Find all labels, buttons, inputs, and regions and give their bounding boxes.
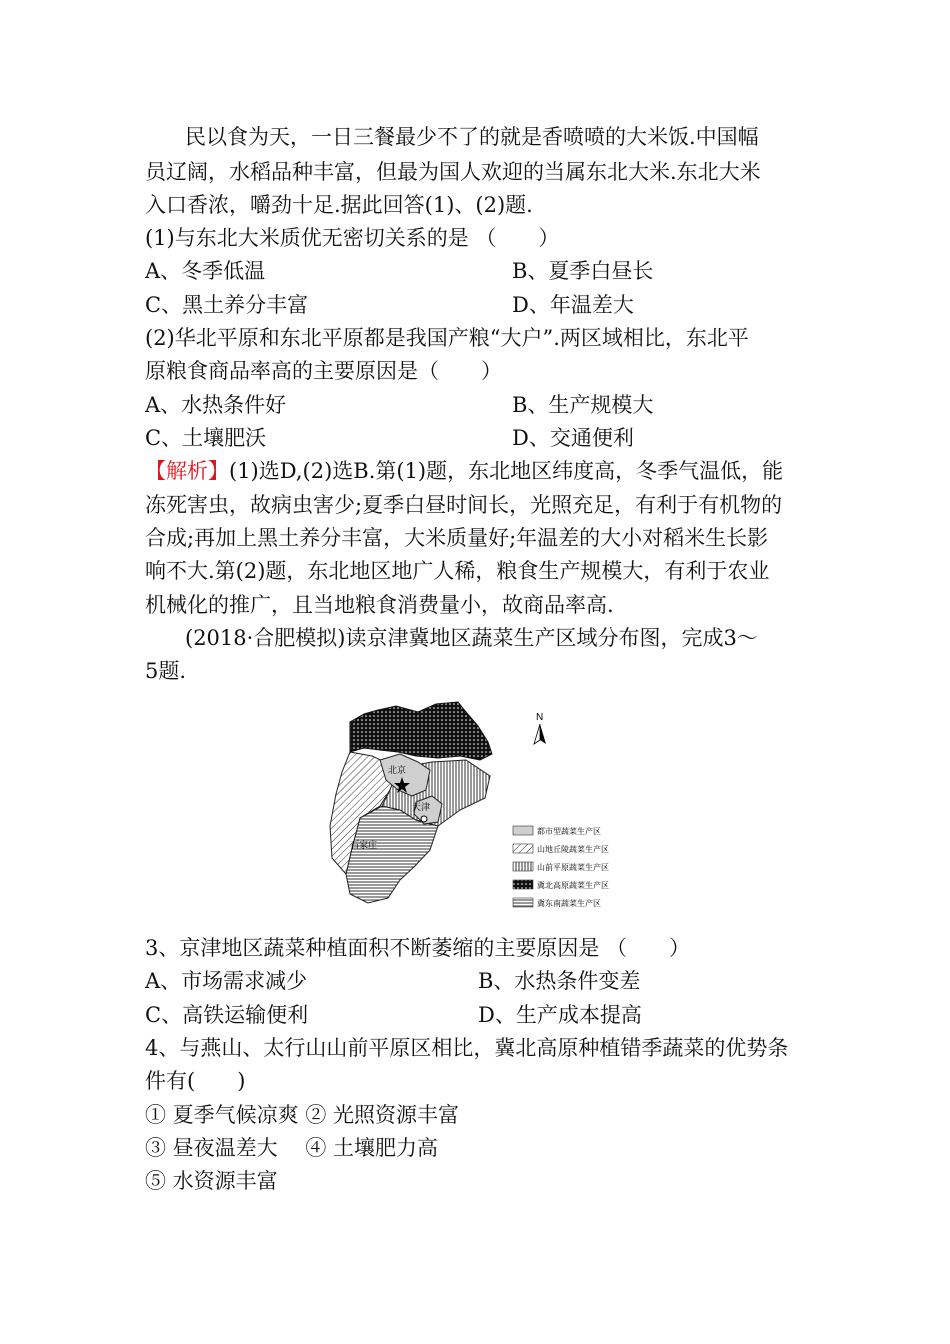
- q3-stem: 3、京津地区蔬菜种植面积不断萎缩的主要原因是 （ ）: [145, 936, 691, 960]
- tianjin-city-icon: [421, 816, 427, 822]
- map-legend: [513, 826, 609, 908]
- map-label-shijiazhuang: 石家庄: [350, 840, 378, 850]
- intro2-line-1: (2018·合肥模拟)读京津冀地区蔬菜生产区域分布图，完成3～: [185, 626, 758, 650]
- analysis-line-2: 冻死害虫，故病虫害少;夏季白昼时间长，光照充足，有利于有机物的: [145, 493, 783, 517]
- q3-row-1: [145, 966, 641, 996]
- legend-item-hill: 山地丘陵蔬菜生产区: [537, 845, 609, 854]
- legend-item-urban: 都市型蔬菜生产区: [537, 827, 601, 836]
- q1-row-1: [145, 256, 654, 286]
- q4-items-1-2: ① 夏季气候凉爽 ② 光照资源丰富: [145, 1103, 460, 1127]
- map-region-plateau: [350, 702, 492, 760]
- q1-option-a: A、冬季低温: [145, 259, 266, 283]
- legend-item-piedmont: 山前平原蔬菜生产区: [537, 863, 609, 872]
- intro-line-2: 员辽阔，水稻品种丰富，但最为国人欢迎的当属东北大米.东北大米: [145, 160, 761, 184]
- q2-stem-2: 原粮食商品率高的主要原因是（ ）: [145, 359, 502, 383]
- q1-stem: (1)与东北大米质优无密切关系的是 （ ）: [145, 226, 560, 250]
- q3-row-2: [145, 1000, 642, 1030]
- analysis-tag: 【解析】: [145, 459, 229, 483]
- analysis-line-4: 响不大.第(2)题，东北地区地广人稀，粮食生产规模大，有利于农业: [145, 559, 770, 583]
- intro2-line-2: 5题.: [145, 659, 187, 683]
- q2-stem-1: (2)华北平原和东北平原都是我国产粮“大户”.两区域相比，东北平: [145, 326, 749, 350]
- q3-option-d: D、生产成本提高: [478, 1003, 642, 1027]
- q2-option-c: C、土壤肥沃: [145, 426, 267, 450]
- intro-line-1: 民以食为天，一日三餐最少不了的就是香喷喷的大米饭.中国幅: [185, 125, 759, 149]
- analysis-line-1: [145, 456, 783, 486]
- legend-item-southeast: 冀东南蔬菜生产区: [537, 899, 601, 908]
- q2-row-2: [145, 423, 634, 453]
- q2-row-1: [145, 390, 654, 420]
- q3-option-c: C、高铁运输便利: [145, 1003, 309, 1027]
- q2-option-b: B、生产规模大: [512, 393, 654, 417]
- analysis-line-5: 机械化的推广，且当地粮食消费量小，故商品率高.: [145, 593, 614, 617]
- north-arrow-icon: [534, 724, 546, 744]
- q3-option-a: A、市场需求减少: [145, 969, 308, 993]
- intro-line-3: 入口香浓，嚼劲十足.据此回答(1)、(2)题.: [145, 193, 533, 217]
- q4-stem-1: 4、与燕山、太行山山前平原区相比，冀北高原种植错季蔬菜的优势条: [145, 1036, 789, 1060]
- q1-option-c: C、黑土养分丰富: [145, 293, 309, 317]
- q1-option-b: B、夏季白昼长: [512, 259, 654, 283]
- q4-item-5: ⑤ 水资源丰富: [145, 1169, 278, 1193]
- vegetable-region-map: [320, 698, 640, 918]
- q3-option-b: B、水热条件变差: [478, 969, 641, 993]
- q2-option-d: D、交通便利: [512, 426, 634, 450]
- q4-items-3-4: ③ 昼夜温差大 ④ 土壤肥力高: [145, 1136, 439, 1160]
- analysis-line-3: 合成;再加上黑土养分丰富，大米质量好;年温差的大小对稻米生长影: [145, 526, 769, 550]
- q4-stem-2: 件有( ): [145, 1069, 246, 1093]
- q2-option-a: A、水热条件好: [145, 393, 287, 417]
- map-label-beijing: 北京: [388, 765, 407, 775]
- analysis-text-1: (1)选D,(2)选B.第(1)题，东北地区纬度高，冬季气温低，能: [229, 459, 784, 483]
- north-label: N: [536, 712, 544, 723]
- legend-item-plateau: 冀北高原蔬菜生产区: [537, 881, 609, 890]
- q1-row-2: [145, 290, 634, 320]
- map-label-tianjin: 天津: [412, 802, 431, 812]
- q1-option-d: D、年温差大: [512, 293, 634, 317]
